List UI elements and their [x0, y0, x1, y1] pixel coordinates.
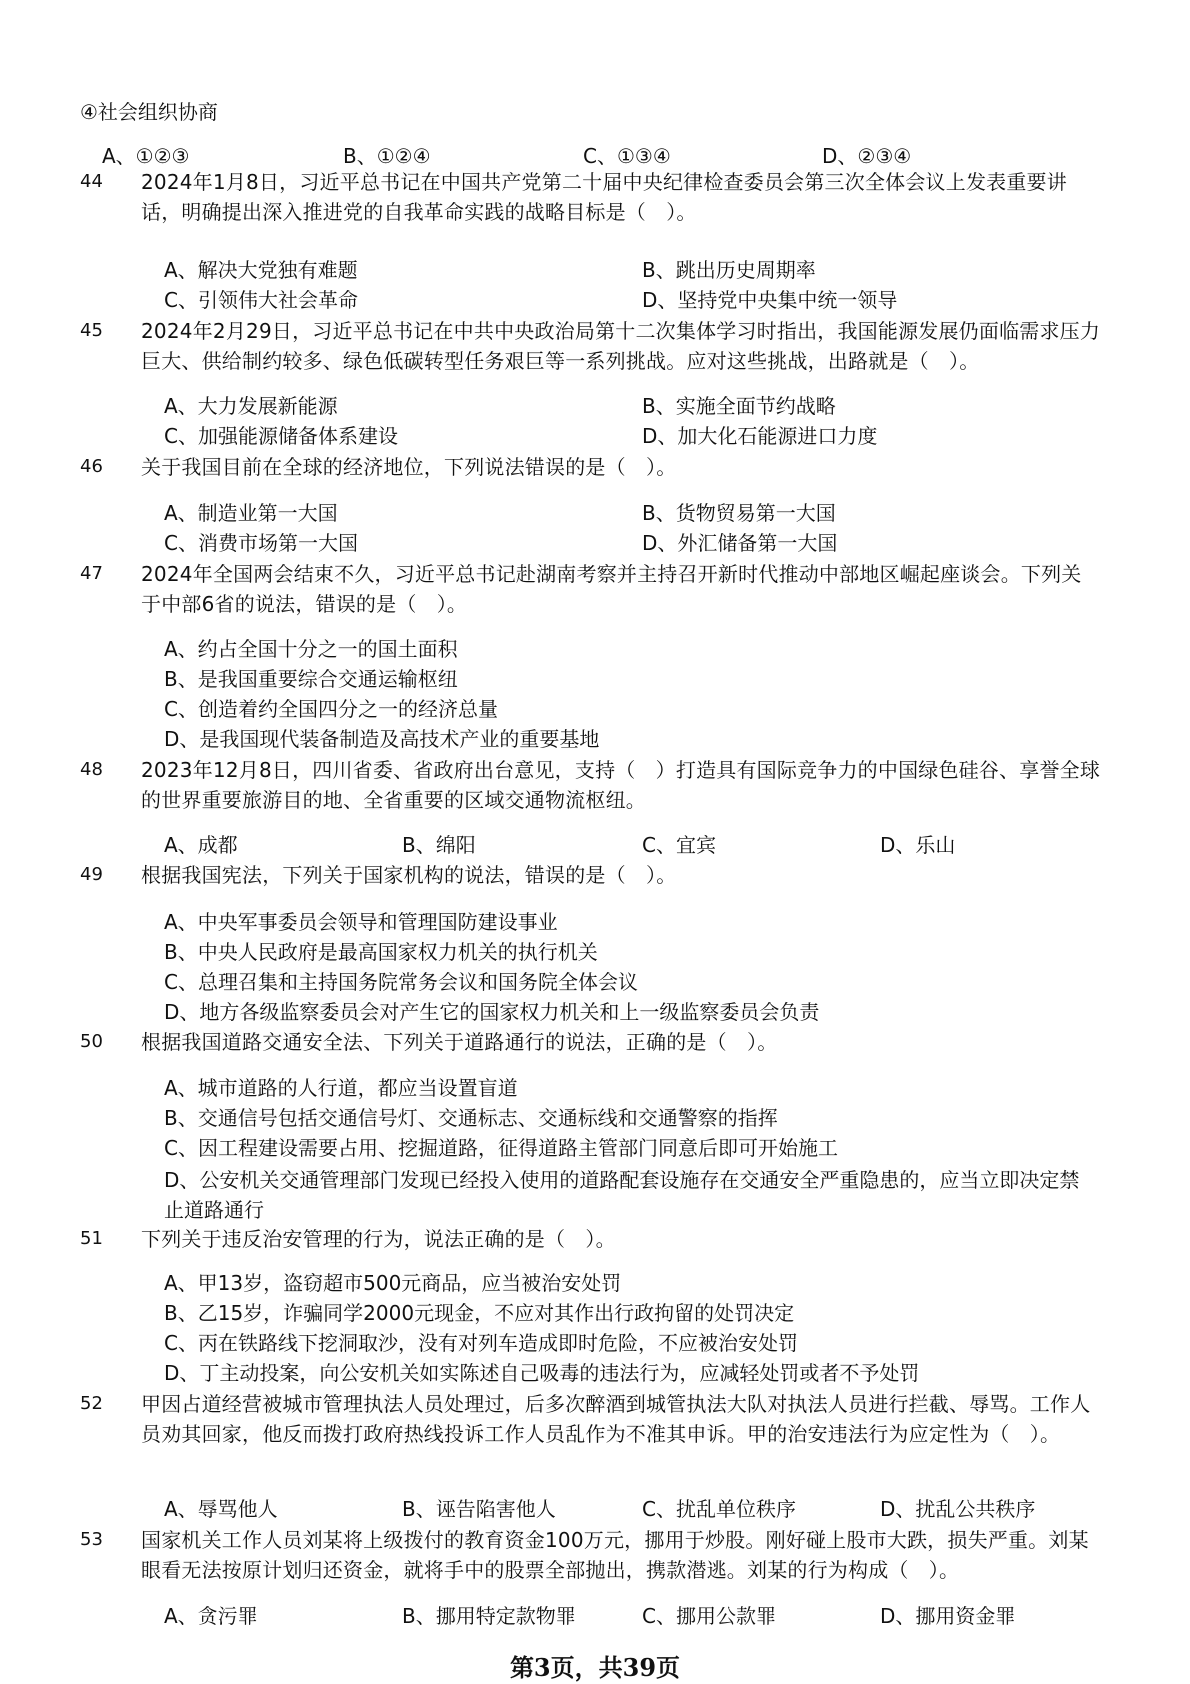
option-b: B、交通信号包括交通信号灯、交通标志、交通标线和交通警察的指挥 [164, 1106, 778, 1130]
option-d: D、加大化石能源进口力度 [642, 424, 878, 448]
option-a: A、辱骂他人 [164, 1497, 278, 1521]
option-d: D、丁主动投案，向公安机关如实陈述自己吸毒的违法行为，应减轻处罚或者不予处罚 [164, 1361, 920, 1385]
option-b: B、实施全面节约战略 [642, 394, 836, 418]
question-stem: 2023年12月8日，四川省委、省政府出台意见，支持（ ）打造具有国际竞争力的中国绿色硅谷、享誉全球的世界重要旅游目的地、全省重要的区域交通物流枢纽。 [141, 758, 1101, 812]
option-d: D、坚持党中央集中统一领导 [642, 288, 898, 312]
question-number: 45 [80, 320, 103, 341]
option-c: C、扰乱单位秩序 [642, 1497, 796, 1521]
option-d: D、地方各级监察委员会对产生它的国家权力机关和上一级监察委员会负责 [164, 1000, 820, 1024]
question-number: 44 [80, 171, 103, 192]
option-b: B、挪用特定款物罪 [402, 1604, 576, 1628]
option-b: B、是我国重要综合交通运输枢纽 [164, 667, 458, 691]
question-number: 46 [80, 456, 103, 477]
question-number: 51 [80, 1228, 103, 1249]
option-b: B、中央人民政府是最高国家权力机关的执行机关 [164, 940, 598, 964]
option-d: D、挪用资金罪 [880, 1604, 1016, 1628]
option-a: A、①②③ [102, 144, 190, 168]
option-d: D、公安机关交通管理部门发现已经投入使用的道路配套设施存在交通安全严重隐患的，应当立即决定禁止道路通行 [164, 1168, 1080, 1222]
question-stem: 根据我国道路交通安全法、下列关于道路通行的说法，正确的是（ ）。 [141, 1030, 778, 1054]
option-d: D、是我国现代装备制造及高技术产业的重要基地 [164, 727, 600, 751]
option-text: ④社会组织协商 [80, 100, 218, 124]
option-d: D、②③④ [822, 144, 912, 168]
option-c: C、总理召集和主持国务院常务会议和国务院全体会议 [164, 970, 638, 994]
question-stem: 甲因占道经营被城市管理执法人员处理过，后多次醉酒到城管执法大队对执法人员进行拦截、辱骂。工作人员劝其回家，他反而拨打政府热线投诉工作人员乱作为不准其申诉。甲的治安违法行为应定性为（ ）。 [141, 1392, 1091, 1446]
option-c: C、消费市场第一大国 [164, 531, 358, 555]
question-number: 53 [80, 1529, 103, 1550]
question-stem: 关于我国目前在全球的经济地位，下列说法错误的是（ ）。 [141, 455, 677, 479]
option-a: A、甲13岁，盗窃超市500元商品，应当被治安处罚 [164, 1271, 622, 1295]
question-stem: 根据我国宪法，下列关于国家机构的说法，错误的是（ ）。 [141, 863, 677, 887]
option-a: A、制造业第一大国 [164, 501, 338, 525]
option-d: D、乐山 [880, 833, 956, 857]
option-c: C、因工程建设需要占用、挖掘道路，征得道路主管部门同意后即可开始施工 [164, 1136, 838, 1160]
option-c: C、加强能源储备体系建设 [164, 424, 398, 448]
option-c: C、引领伟大社会革命 [164, 288, 358, 312]
question-stem: 2024年全国两会结束不久，习近平总书记赴湖南考察并主持召开新时代推动中部地区崛起座谈会。下列关于中部6省的说法，错误的是（ ）。 [141, 562, 1082, 616]
option-b: B、跳出历史周期率 [642, 258, 816, 282]
option-b: B、绵阳 [402, 833, 476, 857]
option-a: A、解决大党独有难题 [164, 258, 358, 282]
option-a: A、约占全国十分之一的国土面积 [164, 637, 458, 661]
option-d: D、扰乱公共秩序 [880, 1497, 1036, 1521]
question-number: 52 [80, 1393, 103, 1414]
question-stem: 2024年2月29日，习近平总书记在中共中央政治局第十二次集体学习时指出，我国能源发展仍面临需求压力巨大、供给制约较多、绿色低碳转型任务艰巨等一系列挑战。应对这些挑战，出路就是（ ）。 [141, 319, 1101, 373]
question-number: 49 [80, 864, 103, 885]
option-b: B、货物贸易第一大国 [642, 501, 836, 525]
option-b: B、①②④ [343, 144, 431, 168]
option-c: C、①③④ [583, 144, 671, 168]
option-b: B、乙15岁，诈骗同学2000元现金，不应对其作出行政拘留的处罚决定 [164, 1301, 795, 1325]
option-a: A、中央军事委员会领导和管理国防建设事业 [164, 910, 558, 934]
question-number: 48 [80, 759, 103, 780]
option-a: A、贪污罪 [164, 1604, 258, 1628]
option-d: D、外汇储备第一大国 [642, 531, 838, 555]
question-stem: 国家机关工作人员刘某将上级拨付的教育资金100万元，挪用于炒股。刚好碰上股市大跌，损失严重。刘某眼看无法按原计划归还资金，就将手中的股票全部抛出，携款潜逃。刘某的行为构成（ ）。 [141, 1528, 1089, 1582]
question-number: 47 [80, 563, 103, 584]
option-a: A、大力发展新能源 [164, 394, 338, 418]
option-c: C、宜宾 [642, 833, 716, 857]
page-footer: 第3页，共39页 [509, 1653, 681, 1682]
question-stem: 下列关于违反治安管理的行为，说法正确的是（ ）。 [141, 1227, 616, 1251]
option-c: C、挪用公款罪 [642, 1604, 776, 1628]
option-b: B、诬告陷害他人 [402, 1497, 556, 1521]
option-c: C、丙在铁路线下挖洞取沙，没有对列车造成即时危险，不应被治安处罚 [164, 1331, 798, 1355]
option-c: C、创造着约全国四分之一的经济总量 [164, 697, 498, 721]
question-number: 50 [80, 1031, 103, 1052]
question-stem: 2024年1月8日，习近平总书记在中国共产党第二十届中央纪律检查委员会第三次全体会议上发表重要讲话，明确提出深入推进党的自我革命实践的战略目标是（ ）。 [141, 170, 1067, 224]
option-a: A、城市道路的人行道，都应当设置盲道 [164, 1076, 518, 1100]
option-a: A、成都 [164, 833, 238, 857]
